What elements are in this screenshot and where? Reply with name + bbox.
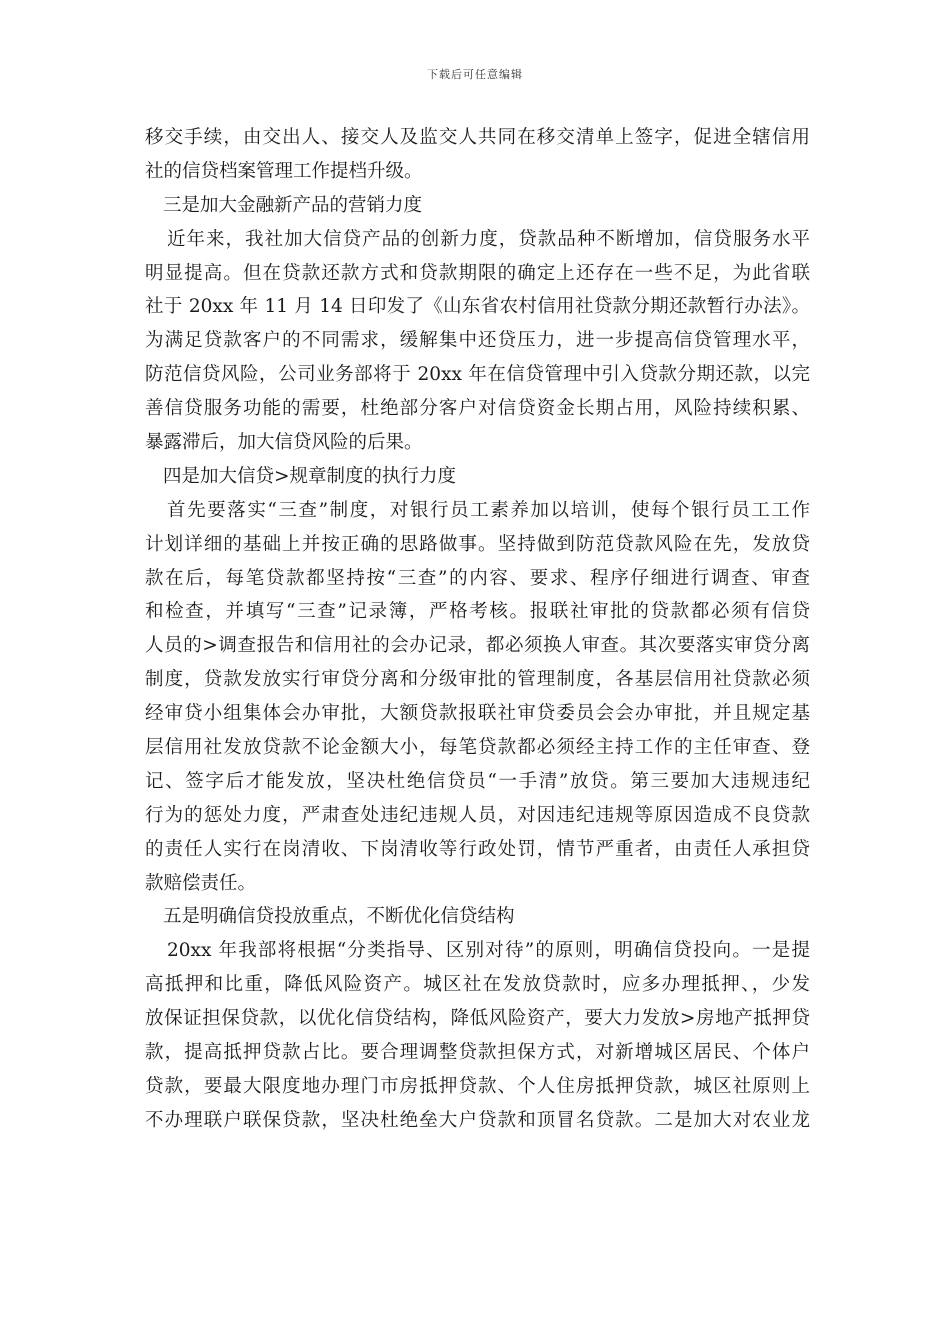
paragraph-line: 为满足贷款客户的不同需求，缓解集中还贷压力，进一步提高信贷管理水平， [145,330,810,352]
paragraph-line: 层信用社发放贷款不论金额大小，每笔贷款都必须经主持工作的主任审查、登 [145,737,810,759]
paragraph-line: 放保证担保贷款，以优化信贷结构，降低风险资产，要大力发放>房地产抵押贷 [145,1008,810,1030]
paragraph-line: 和检查，并填写“三查”记录簿，严格考核。报联社审批的贷款都必须有信贷 [145,601,810,623]
paragraph-line: 经审贷小组集体会办审批，大额贷款报联社审贷委员会会办审批，并且规定基 [145,703,810,725]
paragraph-line: 行为的惩处力度，严肃查处违纪违规人员，对因违纪违规等原因造成不良贷款 [145,804,810,826]
paragraph-line: 款在后，每笔贷款都坚持按“三查”的内容、要求、程序仔细进行调查、审查 [145,567,810,589]
paragraph-line: 善信贷服务功能的需要，杜绝部分客户对信贷资金长期占用，风险持续积累、 [145,398,810,420]
page-header: 下载后可任意编辑 [427,68,523,81]
paragraph-line: 贷款，要最大限度地办理门市房抵押贷款、个人住房抵押贷款，城区社原则上 [145,1075,810,1097]
section-heading: 三是加大金融新产品的营销力度 [163,194,423,216]
document-body [145,121,810,1138]
paragraph-line: 高抵押和比重，降低风险资产。城区社在发放贷款时，应多办理抵押、，少发 [145,974,810,996]
paragraph-line: 防范信贷风险，公司业务部将于 20xx 年在信贷管理中引入贷款分期还款，以完 [145,364,810,386]
section-heading: 五是明确信贷投放重点，不断优化信贷结构 [163,906,515,928]
paragraph-line: 制度，贷款发放实行审贷分离和分级审批的管理制度，各基层信用社贷款必须 [145,669,810,691]
paragraph-line: 的责任人实行在岗清收、下岗清收等行政处罚，情节严重者，由责任人承担贷 [145,838,810,860]
paragraph-line: 人员的>调查报告和信用社的会办记录，都必须换人审查。其次要落实审贷分离 [145,635,810,657]
paragraph-line: 移交手续，由交出人、接交人及监交人共同在移交清单上签字，促进全辖信用 [145,127,810,148]
paragraph-line: 款赔偿责任。 [145,872,257,894]
paragraph-line: 记、签字后才能发放，坚决杜绝信贷员“一手清”放贷。第三要加大违规违纪 [145,770,810,792]
paragraph-line: 计划详细的基础上并按正确的思路做事。坚持做到防范贷款风险在先，发放贷 [145,533,810,555]
paragraph-line: 社于 20xx 年 11 月 14 日印发了《山东省农村信用社贷款分期还款暂行办法》。 [145,296,810,318]
paragraph-line: 首先要落实“三查”制度，对银行员工素养加以培训，使每个银行员工工作 [167,499,810,521]
paragraph-line: 暴露滞后，加大信贷风险的后果。 [145,432,423,454]
section-heading: 四是加大信贷>规章制度的执行力度 [163,465,457,487]
paragraph-line: 不办理联户联保贷款，坚决杜绝垒大户贷款和顶冒名贷款。二是加大对农业龙 [145,1109,810,1131]
paragraph-line: 款，提高抵押贷款占比。要合理调整贷款担保方式，对新增城区居民、个体户 [145,1042,810,1064]
paragraph-line: 社的信贷档案管理工作提档升级。 [145,160,423,182]
paragraph-line: 明显提高。但在贷款还款方式和贷款期限的确定上还存在一些不足，为此省联 [145,262,810,284]
paragraph-line: 20xx 年我部将根据“分类指导、区别对待”的原则，明确信贷投向。一是提 [167,940,810,962]
paragraph-line: 近年来，我社加大信贷产品的创新力度，贷款品种不断增加，信贷服务水平 [167,228,810,250]
